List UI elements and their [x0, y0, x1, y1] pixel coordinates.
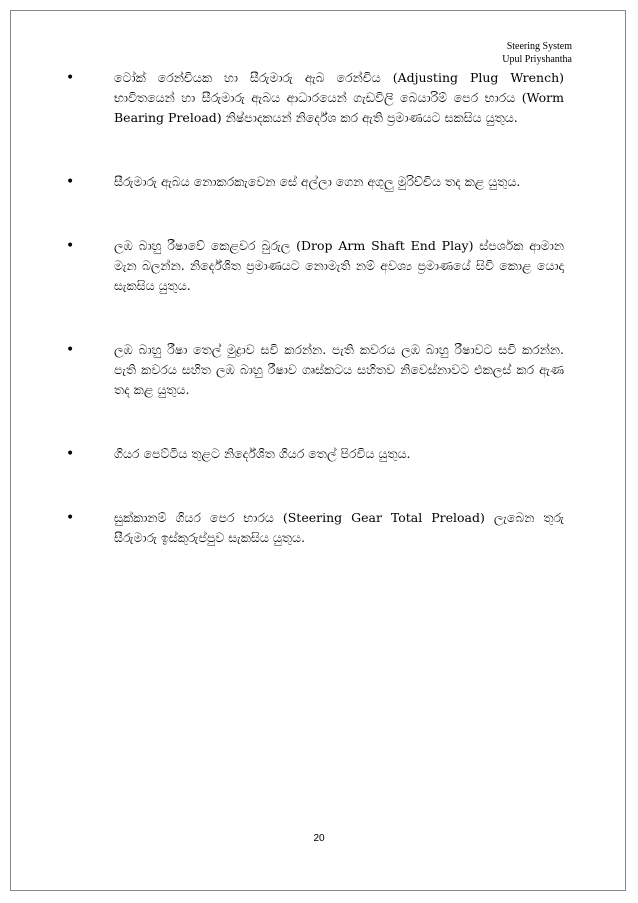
- header-author: Upul Priyshantha: [502, 54, 572, 65]
- bullet-icon: •: [66, 510, 75, 526]
- header-title: Steering System: [506, 41, 572, 52]
- list-item-text: සීරුමාරු ඇබය නොකරකැවෙන සේ අල්ලා ගෙන අගුලු මුරිච්චිය තද කළ යුතුය.: [114, 174, 521, 189]
- list-item-text: ලඹ බාහු රීෂාවේ කෙළවර බුරුල (Drop Arm Shaft End Play) ස්පර්ශක ආමාන මැන බලන්න. නිර්දේශිත ප්‍රමාණයට නොමැති නම් අවශ්‍ය ප්‍රමාණයේ සිවි කොළ යොදා සැකසිය යුතුය.: [114, 238, 564, 293]
- list-item: [60, 444, 564, 464]
- list-item-text: ගියර පෙට්ටිය තුළට නිර්දේශිත ගියර තෙල් පිරවිය යුතුය.: [114, 446, 411, 461]
- page-number: 20: [313, 833, 325, 844]
- list-item: [60, 508, 564, 548]
- list-item-text: ලඹ බාහු රීෂා තෙල් මුද්‍රාව සවි කරන්න. පැති කවරය ලඹ බාහු රීෂාවට සවි කරන්න. පැති කවරය සහිත ලඹ බාහු රීෂාව ගෘස්කටය සහිතව නිවෙස්නාවට එකලස් කර ඇණ තද කළ යුතුය.: [114, 342, 564, 397]
- bullet-icon: •: [66, 238, 75, 254]
- bullet-icon: •: [66, 174, 75, 190]
- page-header: [502, 40, 572, 66]
- list-item: [60, 172, 564, 192]
- bullet-list: [60, 68, 564, 592]
- list-item: [60, 340, 564, 400]
- bullet-icon: •: [66, 342, 75, 358]
- list-item-text: සුක්කානම් ගියර පෙර භාරය (Steering Gear Total Preload) ලැබෙන තුරු සීරුමාරු ඉස්කුරුප්පුව සැකසිය යුතුය.: [114, 510, 564, 545]
- bullet-icon: •: [66, 70, 75, 86]
- list-item: [60, 236, 564, 296]
- bullet-icon: •: [66, 446, 75, 462]
- list-item: [60, 68, 564, 128]
- list-item-text: ටෝක් රෙන්චියක හා සීරුමාරු ඇබ රෙන්චිය (Adjusting Plug Wrench) භාවිතයෙන් හා සීරුමාරු ඇබය ආධාරයෙන් ගැඩවිලි බෙයාරිම් පෙර භාරය (Worm Bearing Preload) නිෂ්පාදකයන් නිර්දේශ කර ඇති ප්‍රමාණයට සකසිය යුතුය.: [114, 70, 564, 125]
